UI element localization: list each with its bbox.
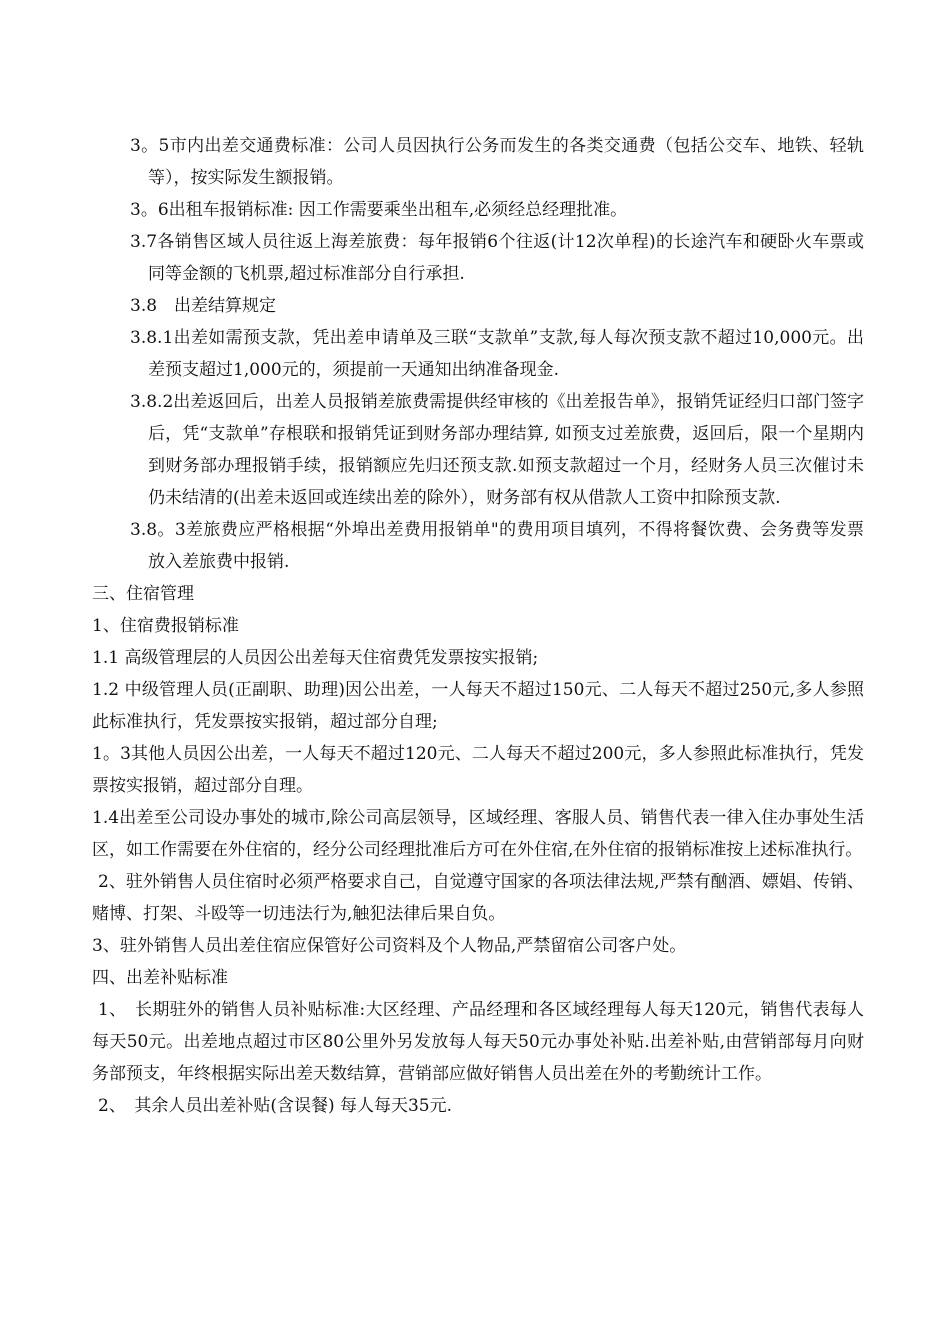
clause-3-8-1: 3.8.1出差如需预支款，凭出差申请单及三联“支款单”支款,每人每次预支款不超过10,000元。出差预支超过1,000元的，须提前一天通知出纳准备现金.: [130, 328, 864, 380]
clause-3-8: 3.8 出差结算规定: [130, 296, 277, 316]
lodging-clause-3: 3、驻外销售人员出差住宿应保管好公司资料及个人物品,严禁留宿公司客户处。: [92, 936, 687, 956]
clause-3-5: 3。5市内出差交通费标准：公司人员因执行公务而发生的各类交通费（包括公交车、地铁、轻轨等），按实际发生额报销。: [130, 136, 864, 188]
allowance-clause-1: 1、 长期驻外的销售人员补贴标准:大区经理、产品经理和各区域经理每人每天120元，销售代表每人每天50元。出差地点超过市区80公里外另发放每人每天50元办事处补贴.出差补贴,由营销部每月向财务部预支，年终根据实际出差天数结算，营销部应做好销售人员出差在外的考勤统计工作。: [92, 1000, 864, 1084]
section-heading-lodging: 三、住宿管理: [92, 584, 194, 604]
lodging-clause-2: 2、驻外销售人员住宿时必须严格要求自己，自觉遵守国家的各项法律法规,严禁有酗酒、嫖娼、传销、赌博、打架、斗殴等一切违法行为,触犯法律后果自负。: [92, 872, 864, 924]
section-heading-allowance: 四、出差补贴标准: [92, 968, 228, 988]
document-body: [92, 130, 864, 1122]
clause-3-8-3: 3.8。3差旅费应严格根据“外埠出差费用报销单"的费用项目填列，不得将餐饮费、会务费等发票放入差旅费中报销.: [130, 520, 864, 572]
clause-3-7: 3.7各销售区域人员往返上海差旅费：每年报销6个往返(计12次单程)的长途汽车和硬卧火车票或同等金额的飞机票,超过标准部分自行承担.: [130, 232, 864, 284]
lodging-clause-1-3: 1。3其他人员因公出差，一人每天不超过120元、二人每天不超过200元，多人参照此标准执行，凭发票按实报销，超过部分自理。: [92, 744, 864, 796]
lodging-clause-1-4: 1.4出差至公司设办事处的城市,除公司高层领导，区域经理、客服人员、销售代表一律入住办事处生活区，如工作需要在外住宿的，经分公司经理批准后方可在外住宿,在外住宿的报销标准按上述标准执行。: [92, 808, 864, 860]
lodging-clause-1-2: 1.2 中级管理人员(正副职、助理)因公出差，一人每天不超过150元、二人每天不超过250元,多人参照此标准执行，凭发票按实报销，超过部分自理;: [92, 680, 864, 732]
lodging-subheading: 1、住宿费报销标准: [92, 616, 239, 636]
allowance-clause-2: 2、 其余人员出差补贴(含误餐) 每人每天35元.: [98, 1096, 453, 1116]
clause-3-8-2: 3.8.2出差返回后，出差人员报销差旅费需提供经审核的《出差报告单》，报销凭证经归口部门签字后，凭“支款单”存根联和报销凭证到财务部办理结算, 如预支过差旅费，返回后，限一个星期内到财务部办理报销手续，报销额应先归还预支款.如预支款超过一个月，经财务人员三次催讨未仍未结清的(出差未返回或连续出差的除外），财务部有权从借款人工资中扣除预支款.: [130, 392, 864, 508]
lodging-clause-1-1: 1.1 高级管理层的人员因公出差每天住宿费凭发票按实报销;: [92, 648, 539, 668]
clause-3-6: 3。6出租车报销标准: 因工作需要乘坐出租车,必须经总经理批准。: [130, 200, 628, 220]
